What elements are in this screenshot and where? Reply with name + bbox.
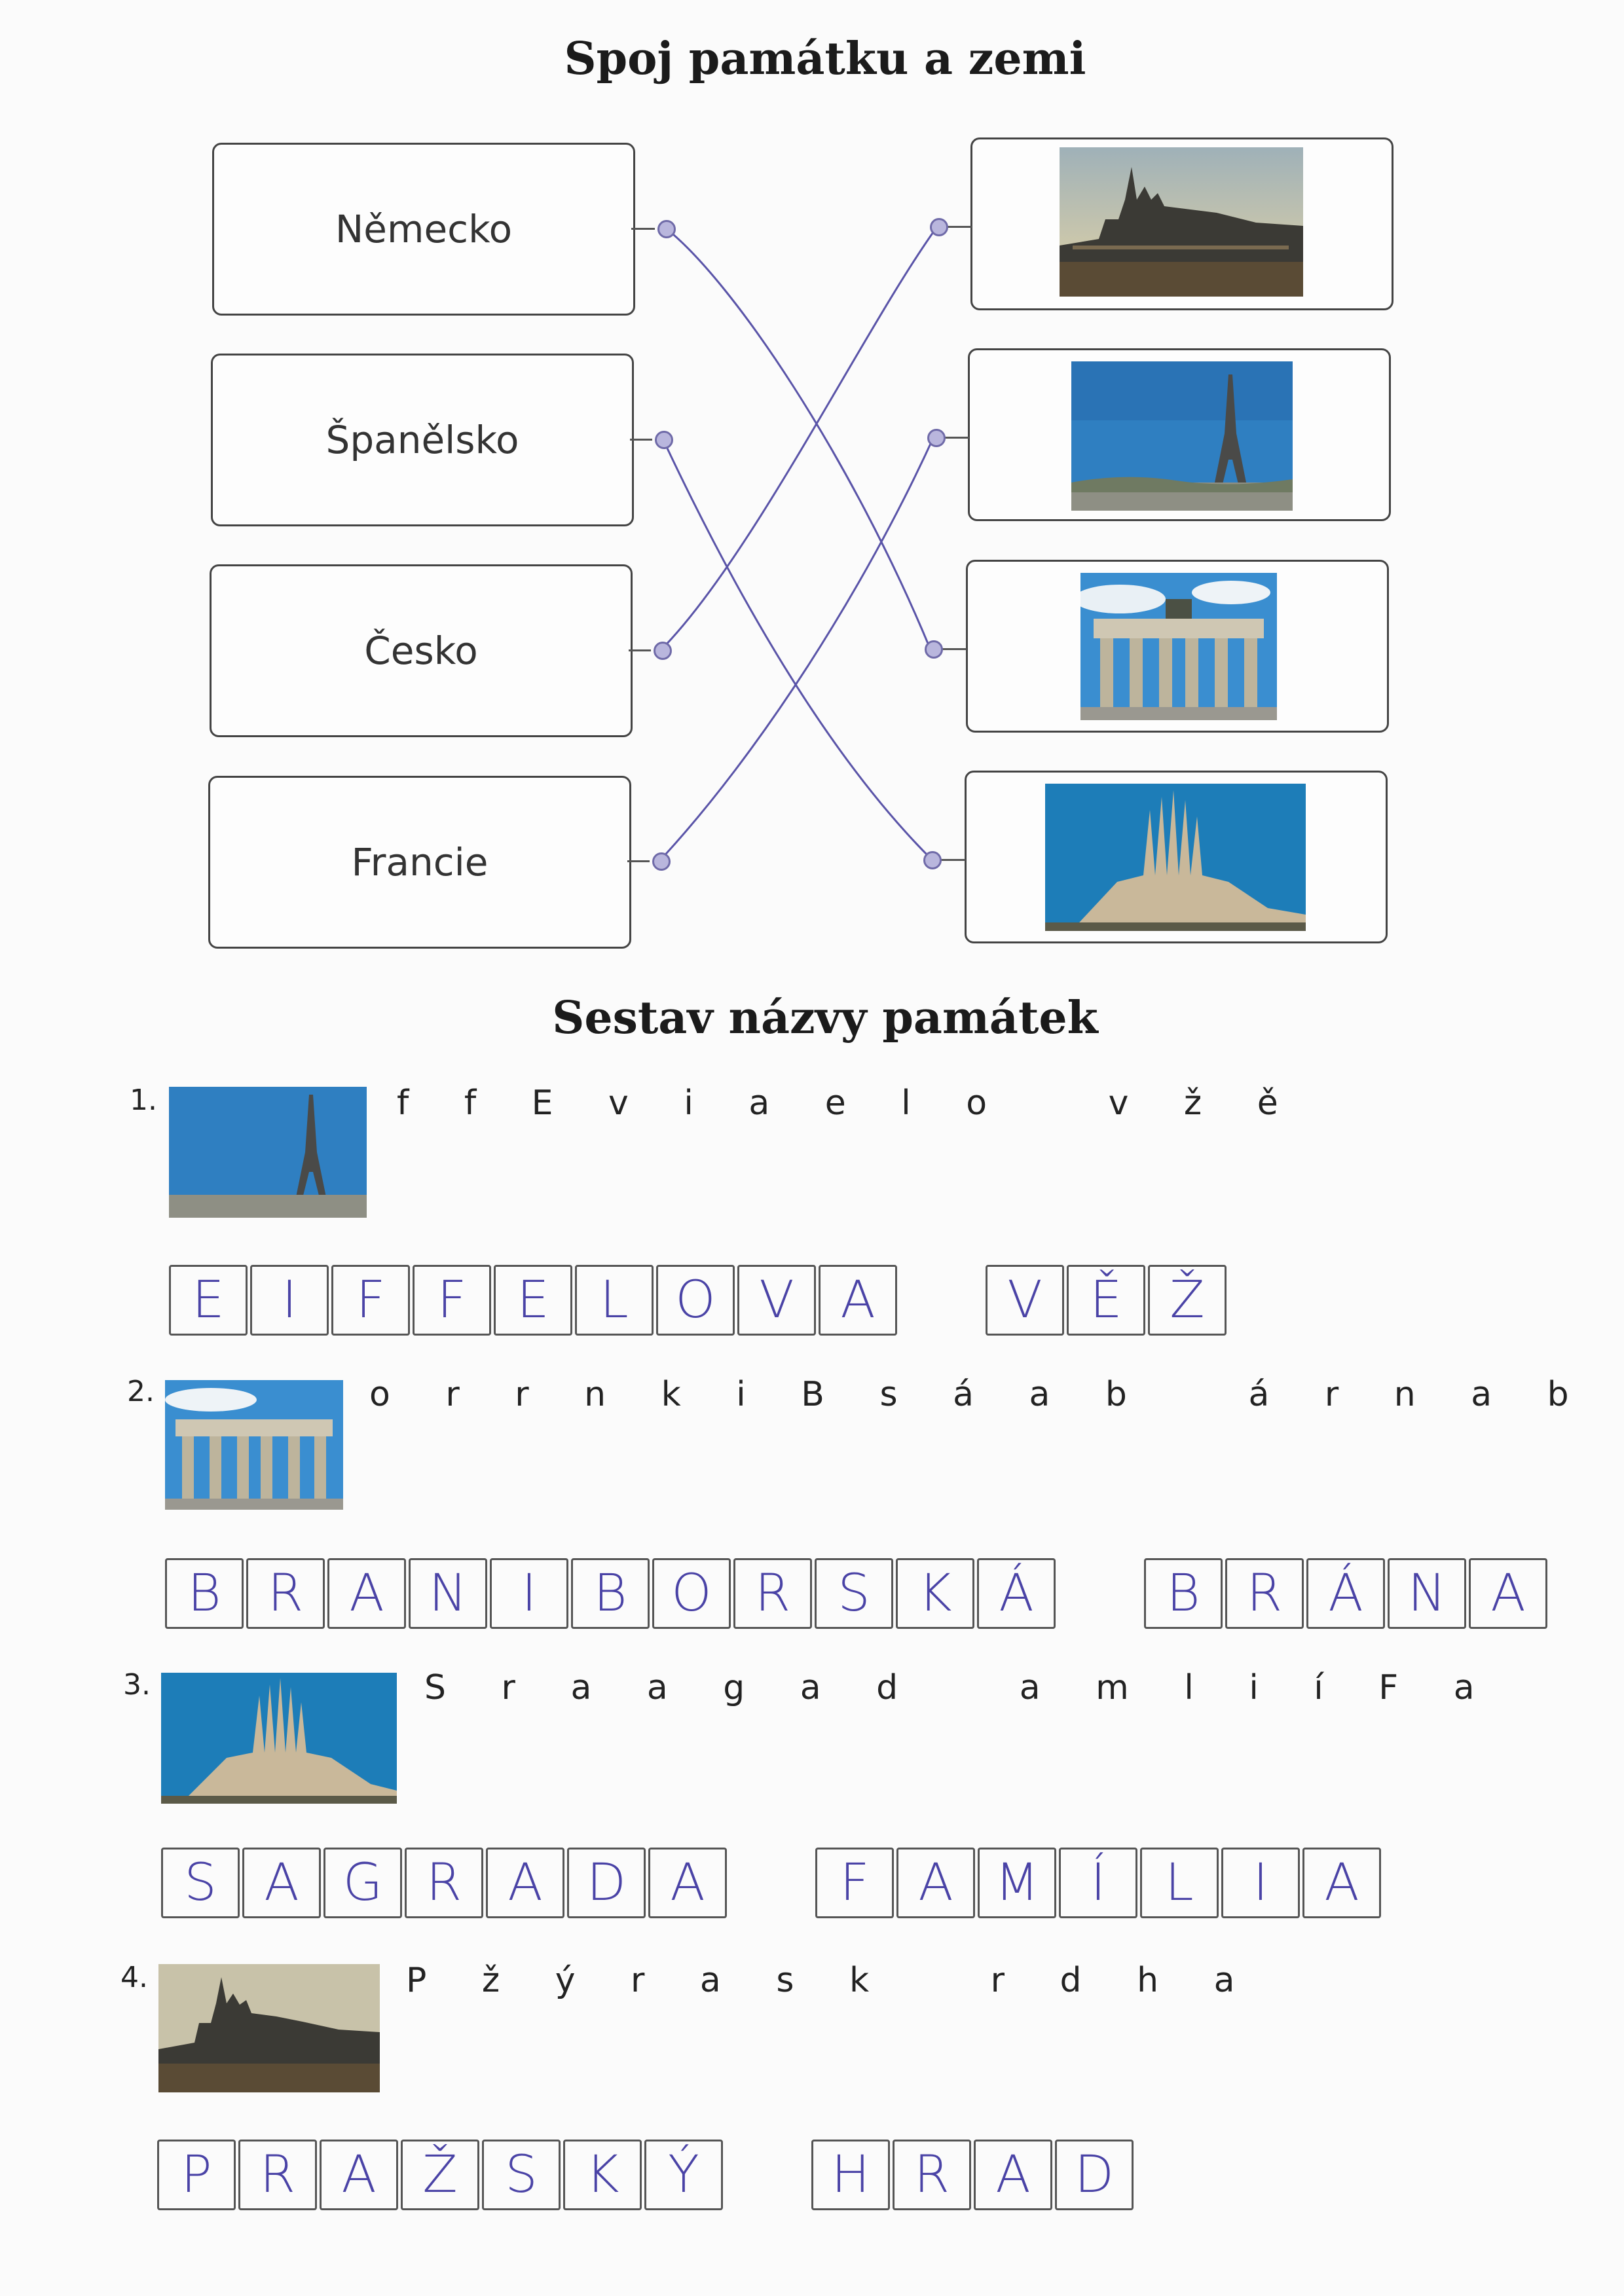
- answer-letter-cell[interactable]: D: [1055, 2140, 1134, 2210]
- answer-letter-cell[interactable]: L: [1140, 1848, 1219, 1918]
- exercise-number: 2.: [127, 1375, 155, 1408]
- answer-letter-cell[interactable]: Ž: [1148, 1265, 1227, 1336]
- scrambled-letters: f f E v i a e l o v ž ě: [397, 1084, 1301, 1123]
- answer-letter-cell[interactable]: G: [323, 1848, 402, 1918]
- answer-letter-cell[interactable]: I: [1221, 1848, 1300, 1918]
- connector-dot[interactable]: [923, 851, 942, 869]
- answer-letter-cell[interactable]: P: [157, 2140, 236, 2210]
- connector-dot[interactable]: [927, 429, 946, 447]
- exercise-number: 3.: [123, 1668, 151, 1702]
- connector-dot[interactable]: [657, 220, 676, 238]
- country-label: Španělsko: [325, 418, 519, 462]
- answer-letter-cell[interactable]: N: [1388, 1558, 1466, 1629]
- scrambled-letters: o r r n k i B s á a b á r n a b: [369, 1375, 1591, 1414]
- answer-letter-cell[interactable]: E: [494, 1265, 572, 1336]
- answer-letter-cell[interactable]: A: [486, 1848, 564, 1918]
- answer-letter-cell[interactable]: V: [986, 1265, 1064, 1336]
- answer-letter-cell[interactable]: V: [737, 1265, 816, 1336]
- answer-letter-cell[interactable]: Ě: [1067, 1265, 1145, 1336]
- answer-letter-cell[interactable]: Ý: [644, 2140, 723, 2210]
- answer-letter-cell[interactable]: R: [733, 1558, 812, 1629]
- country-label: Francie: [351, 840, 489, 884]
- answer-letter-cell[interactable]: F: [413, 1265, 491, 1336]
- answer-letter-cell[interactable]: N: [409, 1558, 487, 1629]
- connector-dot[interactable]: [652, 852, 671, 871]
- eiffel-tower-image: [169, 1087, 367, 1218]
- match-line: [665, 228, 930, 648]
- connector-dot[interactable]: [930, 218, 948, 236]
- match-line: [660, 437, 934, 860]
- scrambled-letters: S r a a g a d a m l i í F a: [424, 1668, 1497, 1707]
- answer-letter-cell[interactable]: A: [1469, 1558, 1547, 1629]
- answer-letter-cell[interactable]: S: [482, 2140, 561, 2210]
- scrambled-letters: P ž ý r a s k r d h a: [406, 1961, 1257, 2000]
- answer-letter-cell[interactable]: B: [571, 1558, 650, 1629]
- answer-letter-cell[interactable]: A: [896, 1848, 975, 1918]
- match-line: [663, 439, 931, 859]
- country-label: Německo: [335, 207, 513, 251]
- match-line: [661, 226, 938, 649]
- answer-letter-cell[interactable]: A: [648, 1848, 727, 1918]
- connector-dot[interactable]: [655, 431, 673, 449]
- answer-letter-cell[interactable]: F: [815, 1848, 894, 1918]
- answer-letter-cell[interactable]: I: [250, 1265, 329, 1336]
- section-subtitle: Sestav názvy památek: [552, 992, 1098, 1044]
- answer-letter-cell[interactable]: K: [896, 1558, 974, 1629]
- matching-lines: [0, 0, 1624, 982]
- answer-letter-cell[interactable]: R: [238, 2140, 317, 2210]
- prague-castle-image: [158, 1964, 380, 2092]
- answer-letter-cell[interactable]: R: [893, 2140, 971, 2210]
- answer-letter-cell[interactable]: D: [567, 1848, 646, 1918]
- answer-letter-cell[interactable]: A: [320, 2140, 398, 2210]
- answer-letter-cell[interactable]: Í: [1059, 1848, 1137, 1918]
- answer-letter-cell[interactable]: A: [327, 1558, 406, 1629]
- answer-letter-cell[interactable]: A: [242, 1848, 321, 1918]
- country-label: Česko: [364, 629, 478, 673]
- answer-letter-cell[interactable]: O: [652, 1558, 731, 1629]
- answer-letter-cell[interactable]: I: [490, 1558, 568, 1629]
- answer-letter-cell[interactable]: B: [1144, 1558, 1223, 1629]
- answer-letter-cell[interactable]: A: [974, 2140, 1052, 2210]
- answer-letter-cell[interactable]: L: [575, 1265, 654, 1336]
- answer-letter-cell[interactable]: K: [563, 2140, 642, 2210]
- answer-letter-cell[interactable]: A: [1302, 1848, 1381, 1918]
- answer-letter-cell[interactable]: Á: [1306, 1558, 1385, 1629]
- answer-letter-cell[interactable]: M: [978, 1848, 1056, 1918]
- page-title: Spoj památku a zemi: [564, 33, 1086, 85]
- exercise-number: 4.: [120, 1961, 148, 1994]
- answer-letter-cell[interactable]: S: [815, 1558, 893, 1629]
- exercise-number: 1.: [130, 1084, 157, 1117]
- connector-dot[interactable]: [654, 642, 672, 660]
- answer-letter-cell[interactable]: F: [331, 1265, 410, 1336]
- connector-dot[interactable]: [925, 640, 943, 659]
- answer-letter-cell[interactable]: E: [169, 1265, 248, 1336]
- answer-letter-cell[interactable]: S: [161, 1848, 240, 1918]
- answer-letter-cell[interactable]: B: [165, 1558, 244, 1629]
- sagrada-familia-image: [161, 1673, 397, 1804]
- answer-letter-cell[interactable]: Á: [977, 1558, 1056, 1629]
- answer-letter-cell[interactable]: R: [1225, 1558, 1304, 1629]
- brandenburg-gate-image: [165, 1380, 343, 1510]
- answer-letter-cell[interactable]: Ž: [401, 2140, 479, 2210]
- answer-letter-cell[interactable]: H: [811, 2140, 890, 2210]
- answer-letter-cell[interactable]: R: [405, 1848, 483, 1918]
- answer-letter-cell[interactable]: O: [656, 1265, 735, 1336]
- answer-letter-cell[interactable]: R: [246, 1558, 325, 1629]
- answer-letter-cell[interactable]: A: [819, 1265, 897, 1336]
